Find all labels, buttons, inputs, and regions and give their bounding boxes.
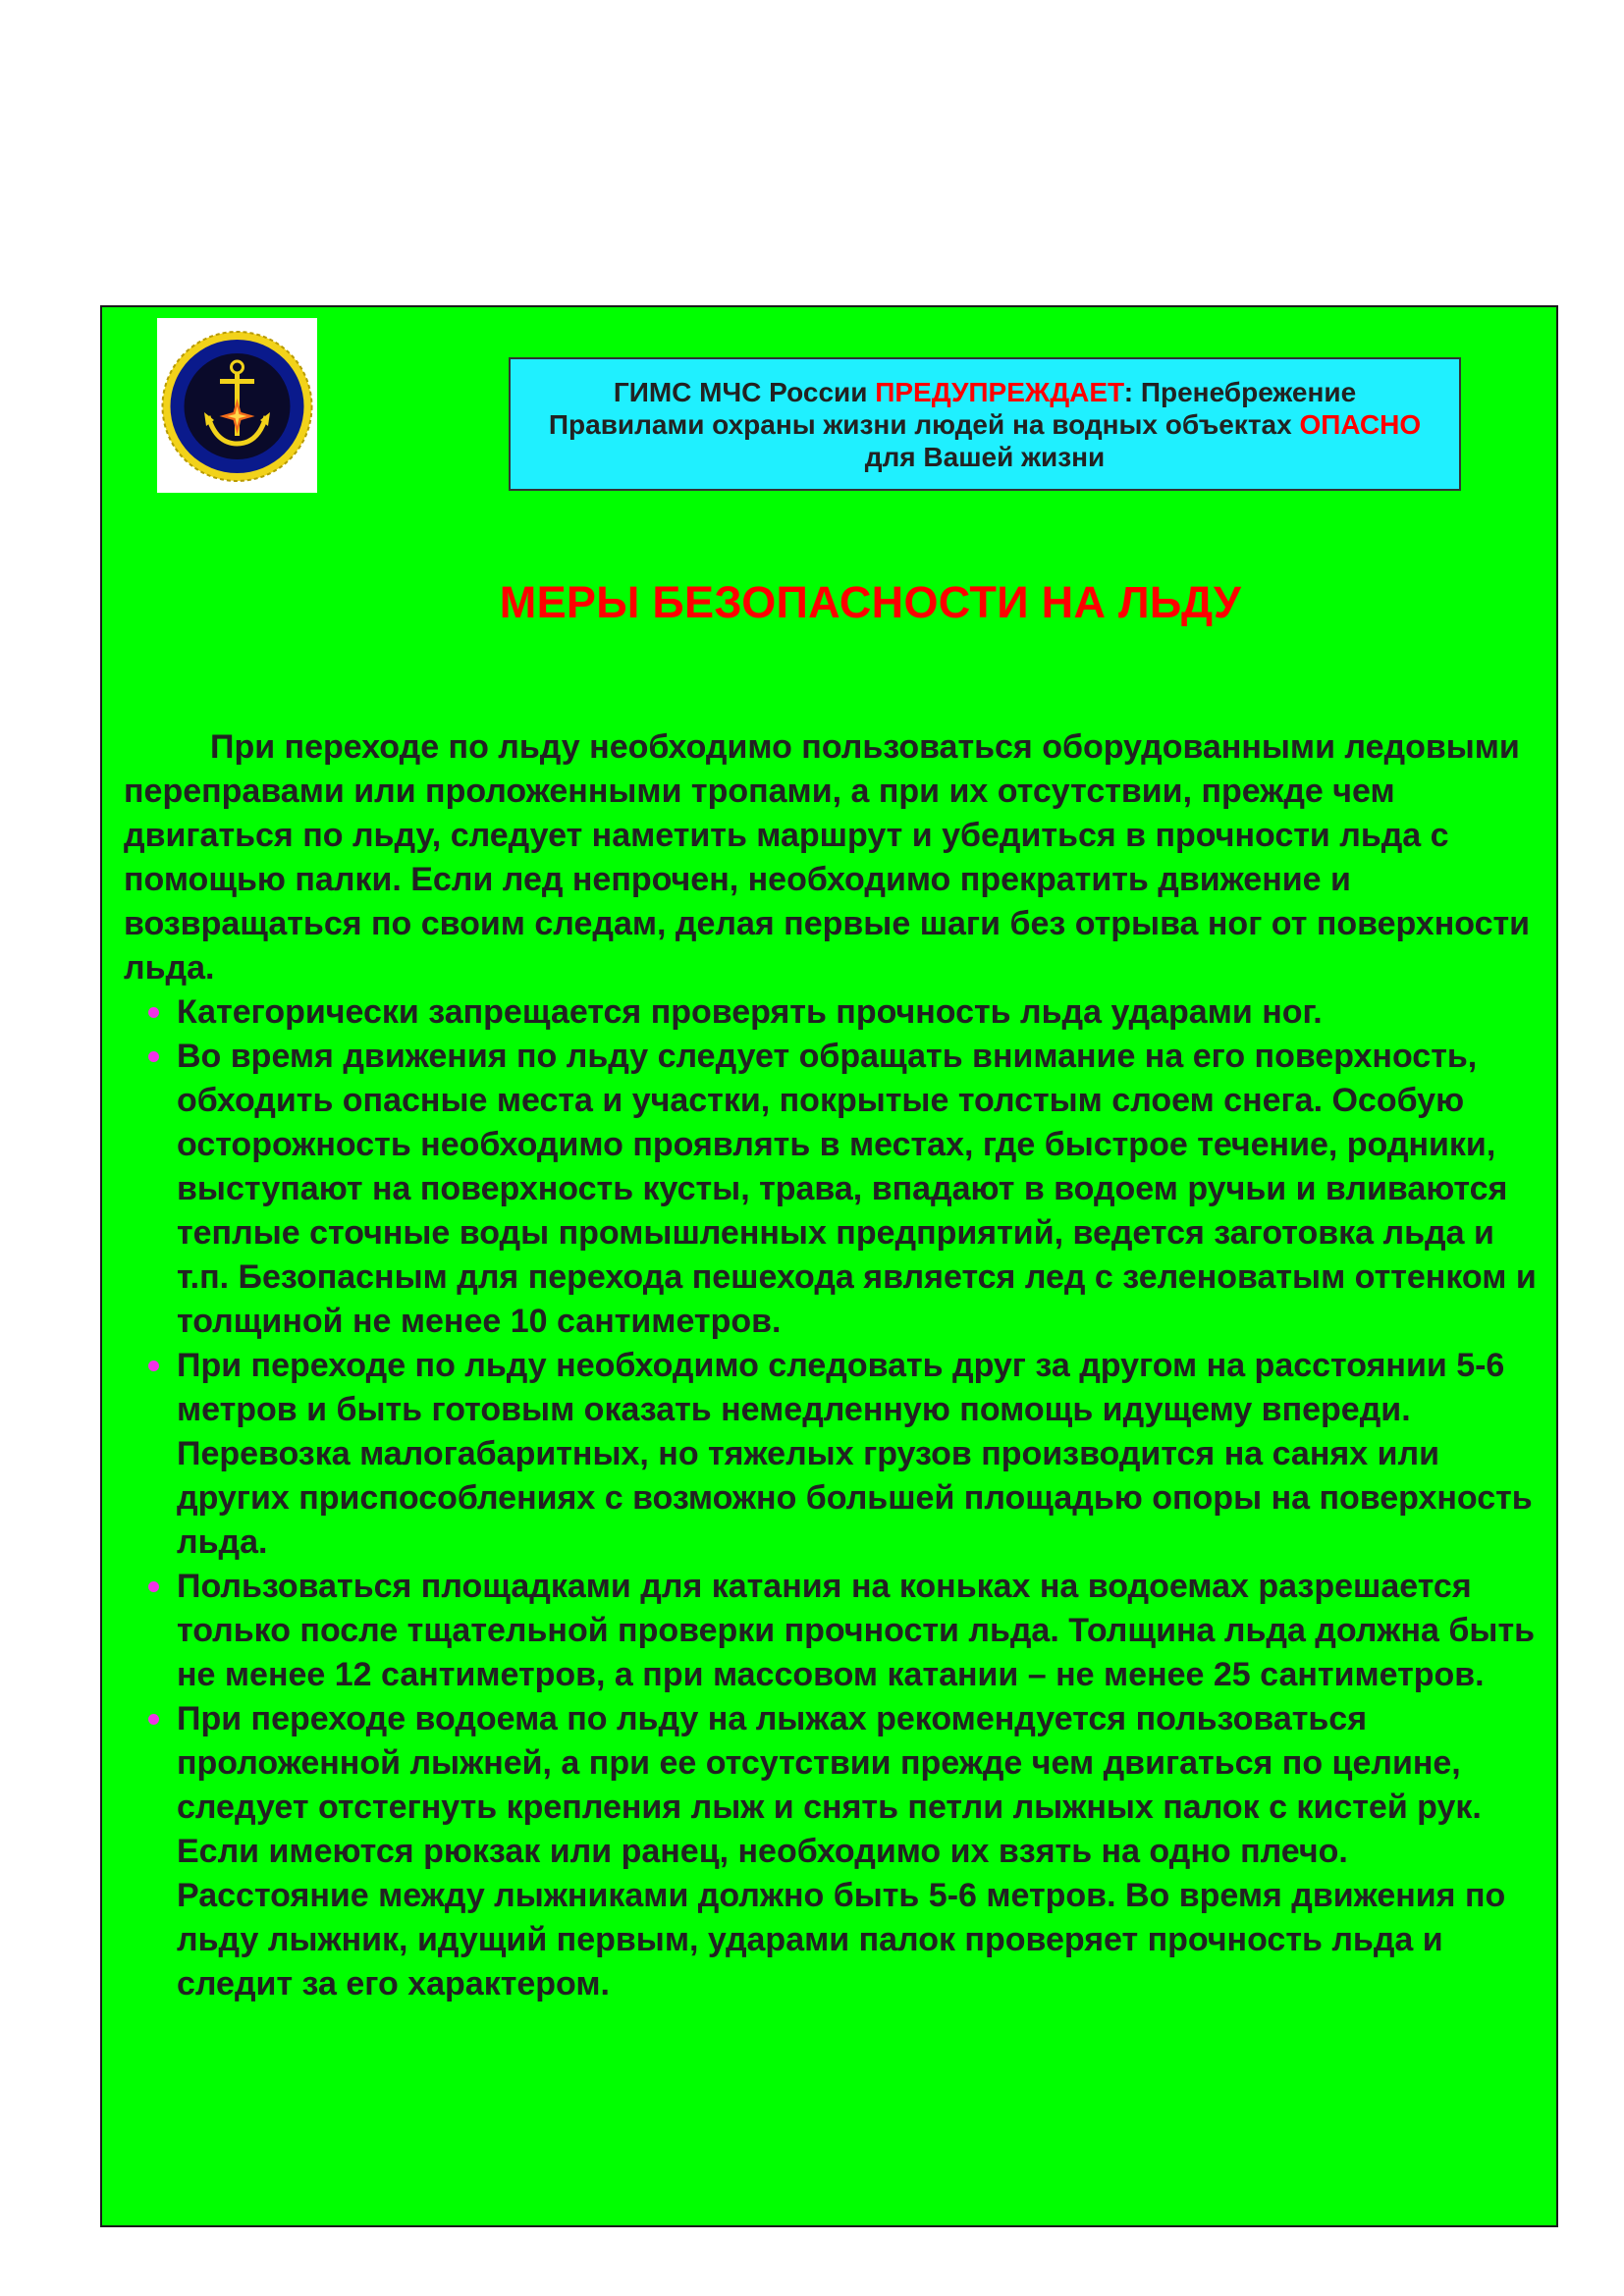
safety-rules-text <box>124 725 1545 2006</box>
warning-text <box>540 376 1430 473</box>
warning-part-1: ГИМС МЧС России <box>613 376 876 407</box>
list-item <box>124 1035 1545 1344</box>
list-item-text: При переходе водоема по льду на лыжах рекомендуется пользоваться проложенной лыжней, а при ее отсутствии прежде чем двигаться по целине, следует отстегнуть крепления лыж и снять петли лыжных палок с кистей рук. Если имеются рюкзак или ранец, необходимо их взять на одно плечо. Расстояние между лыжниками должно быть 5-6 метров. Во время движения по льду лыжник, идущий первым, ударами палок проверяет прочность льда и следит за его характером. <box>177 1700 1506 2002</box>
list-item-text: При переходе по льду необходимо следовать друг за другом на расстоянии 5-6 метров и быть готовым оказать немедленную помощь идущему впереди. Перевозка малогабаритных, но тяжелых грузов производится на санях или других приспособлениях с возможно большей площадью опоры на поверхность льда. <box>177 1347 1533 1561</box>
bullet-dot-icon <box>148 1007 159 1018</box>
bullet-dot-icon <box>148 1714 159 1725</box>
warning-banner <box>509 357 1461 491</box>
bullet-dot-icon <box>148 1581 159 1592</box>
list-item <box>124 1565 1545 1697</box>
gims-anchor-emblem-icon <box>157 318 317 493</box>
list-item <box>124 1697 1545 2006</box>
rules-list <box>124 990 1545 2006</box>
page-title: МЕРЫ БЕЗОПАСНОСТИ НА ЛЬДУ <box>499 577 1242 627</box>
warning-part-3: для Вашей жизни <box>864 441 1106 472</box>
logo <box>157 318 317 493</box>
intro-paragraph: При переходе по льду необходимо пользоваться оборудованными ледовыми переправами или проложенными тропами, а при их отсутствии, прежде чем двигаться по льду, следует наметить маршрут и убедиться в прочности льда с помощью палки. Если лед непрочен, необходимо прекратить движение и возвращаться по своим следам, делая первые шаги без отрыва ног от поверхности льда. <box>124 728 1531 987</box>
warning-part-2: : Пренебрежение Правилами охраны жизни людей на водных объектах <box>548 376 1357 440</box>
bullet-dot-icon <box>148 1361 159 1371</box>
list-item-text: Во время движения по льду следует обращать внимание на его поверхность, обходить опасные места и участки, покрытые толстым слоем снега. Особую осторожность необходимо проявлять в местах, где быстрое течение, родники, выступают на поверхность кусты, трава, впадают в водоем ручьи и вливаются теплые сточные воды промышленных предприятий, ведется заготовка льда и т.п. Безопасным для перехода пешехода является лед с зеленоватым оттенком и толщиной не менее 10 сантиметров. <box>177 1038 1537 1340</box>
bullet-dot-icon <box>148 1051 159 1062</box>
list-item <box>124 990 1545 1035</box>
warning-highlight-warns: ПРЕДУПРЕЖДАЕТ <box>875 376 1124 407</box>
safety-poster <box>100 305 1558 2227</box>
list-item-text: Пользоваться площадками для катания на коньках на водоемах разрешается только после тщательной проверки прочности льда. Толщина льда должна быть не менее 12 сантиметров, а при массовом катании – не менее 25 сантиметров. <box>177 1568 1535 1693</box>
list-item <box>124 1344 1545 1565</box>
list-item-text: Категорически запрещается проверять прочность льда ударами ног. <box>177 993 1323 1031</box>
warning-highlight-danger: ОПАСНО <box>1299 408 1422 440</box>
